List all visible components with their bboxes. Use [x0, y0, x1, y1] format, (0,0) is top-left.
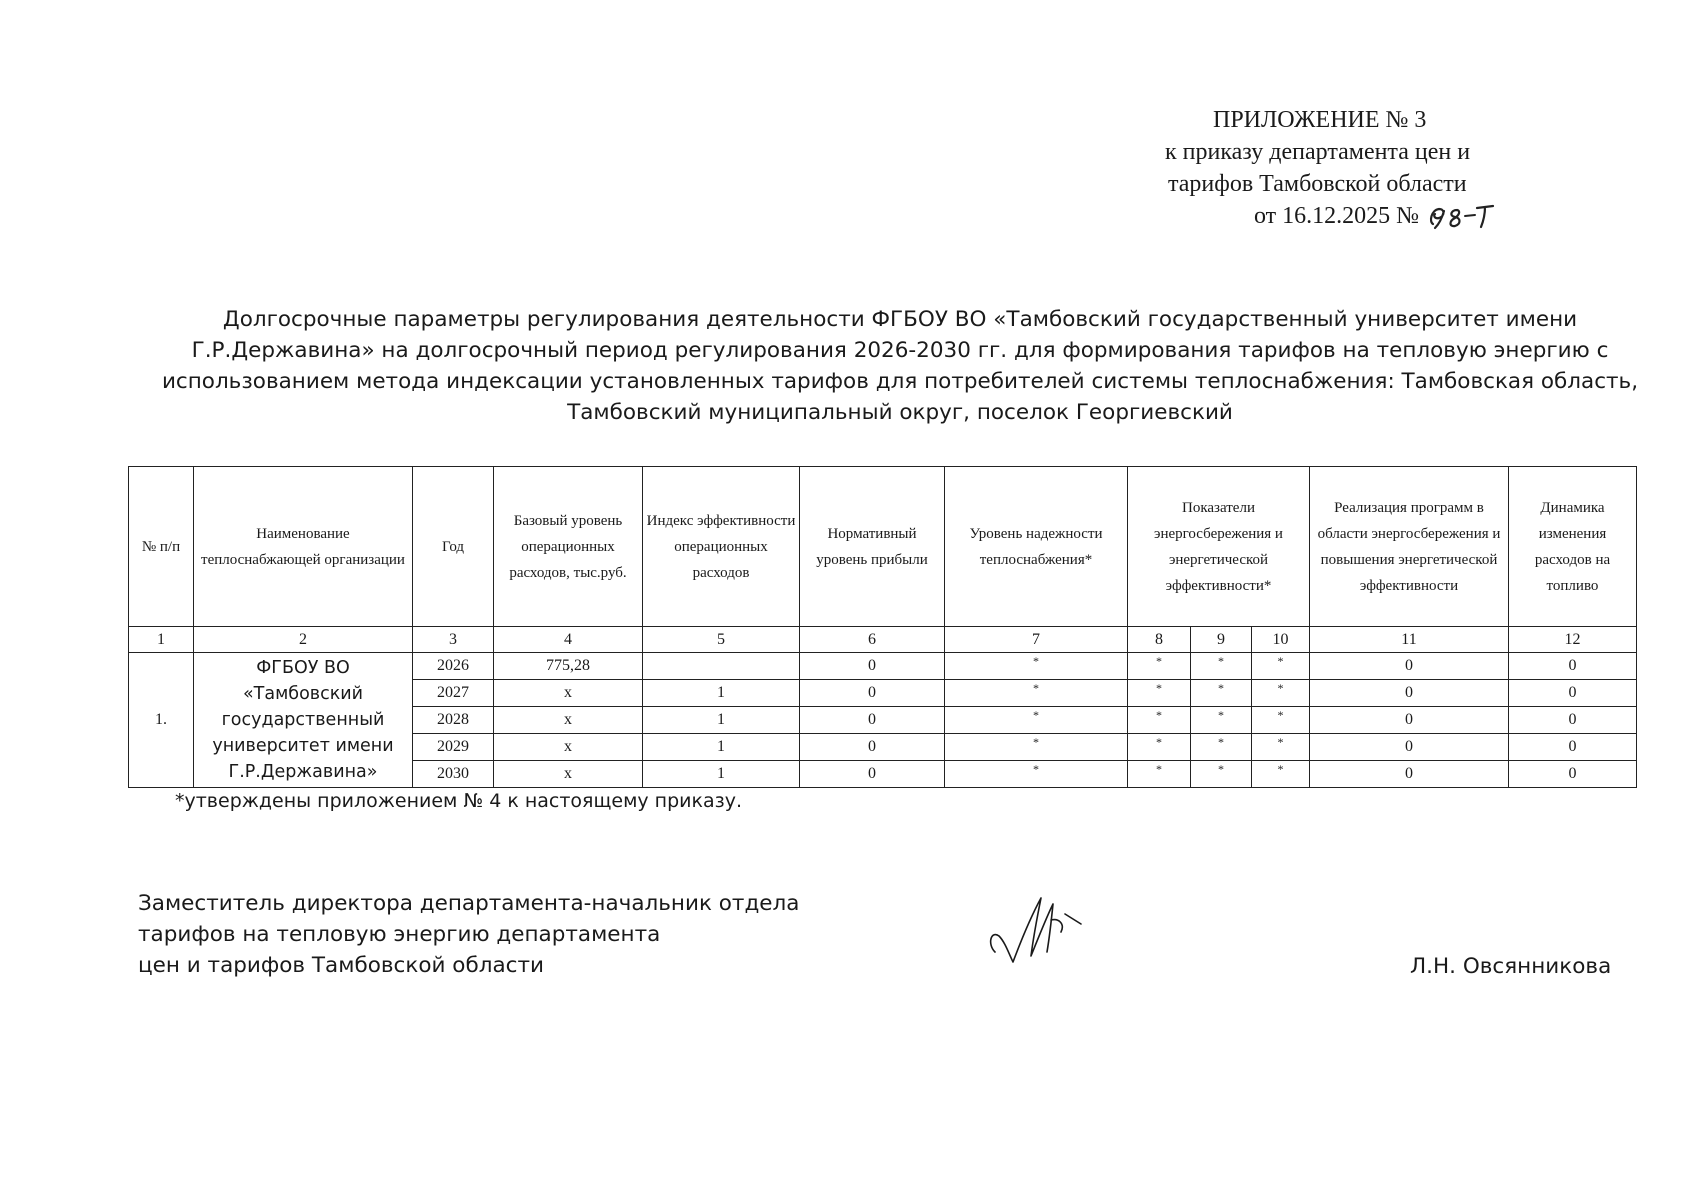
column-number: 5 [643, 627, 800, 653]
cell-year: 2030 [413, 761, 494, 788]
cell-base-opex: x [494, 761, 643, 788]
cell-energy-8: * [1128, 707, 1191, 734]
header-base-opex: Базовый уровень операционных расходов, тыс.руб. [494, 467, 643, 627]
signer-name: Л.Н. Овсянникова [1410, 954, 1612, 979]
cell-fuel-dynamics: 0 [1509, 707, 1637, 734]
column-number: 12 [1509, 627, 1637, 653]
signer-line-1: Заместитель директора департамента-начальник отдела [138, 891, 800, 916]
appendix-title: ПРИЛОЖЕНИЕ № 3 [1213, 107, 1427, 133]
header-organization: Наименование теплоснабжающей организации [194, 467, 413, 627]
appendix-line-3: тарифов Тамбовской области [1168, 171, 1467, 197]
signer-line-2: тарифов на тепловую энергию департамента [138, 922, 661, 947]
appendix-header [1100, 104, 1570, 232]
cell-energy-10: * [1252, 680, 1310, 707]
cell-fuel-dynamics: 0 [1509, 761, 1637, 788]
cell-efficiency-index: 1 [643, 761, 800, 788]
cell-reliability: * [945, 680, 1128, 707]
column-number: 11 [1310, 627, 1509, 653]
cell-programs: 0 [1310, 680, 1509, 707]
header-normative-profit: Нормативный уровень прибыли [800, 467, 945, 627]
column-number: 4 [494, 627, 643, 653]
cell-reliability: * [945, 761, 1128, 788]
cell-programs: 0 [1310, 734, 1509, 761]
cell-base-opex: x [494, 680, 643, 707]
header-efficiency-index: Индекс эффективности операционных расходов [643, 467, 800, 627]
cell-fuel-dynamics: 0 [1509, 653, 1637, 680]
footnote: *утверждены приложением № 4 к настоящему приказу. [175, 790, 743, 812]
handwritten-signature [985, 890, 1095, 970]
cell-programs: 0 [1310, 653, 1509, 680]
column-number: 9 [1191, 627, 1252, 653]
cell-energy-9: * [1191, 707, 1252, 734]
cell-base-opex: x [494, 707, 643, 734]
appendix-line-2: к приказу департамента цен и [1165, 139, 1471, 165]
table-row [129, 653, 1637, 680]
signer-line-3: цен и тарифов Тамбовской области [138, 953, 544, 978]
column-number: 8 [1128, 627, 1191, 653]
cell-energy-9: * [1191, 680, 1252, 707]
header-fuel-dynamics: Динамика изменения расходов на топливо [1509, 467, 1637, 627]
signer-position [138, 888, 799, 981]
document-title: Долгосрочные параметры регулирования деятельности ФГБОУ ВО «Тамбовский государственный университет имени Г.Р.Державина» на долгосрочный период регулирования 2026-2030 гг. для формирования тарифов на тепловую энергию с использованием метода индексации установленных тарифов для потребителей системы теплоснабжения: Тамбовская область, Тамбовский муниципальный округ, поселок Георгиевский [161, 307, 1639, 425]
cell-year: 2027 [413, 680, 494, 707]
cell-energy-9: * [1191, 734, 1252, 761]
cell-base-opex: 775,28 [494, 653, 643, 680]
column-number: 6 [800, 627, 945, 653]
cell-reliability: * [945, 707, 1128, 734]
cell-efficiency-index [643, 653, 800, 680]
appendix-order-line [1100, 200, 1570, 232]
organization-name: ФГБОУ ВО «Тамбовский государственный университет имени Г.Р.Державина» [194, 653, 413, 788]
header-programs: Реализация программ в области энергосбережения и повышения энергетической эффективности [1310, 467, 1509, 627]
column-number: 2 [194, 627, 413, 653]
cell-base-opex: x [494, 734, 643, 761]
cell-energy-10: * [1252, 761, 1310, 788]
cell-energy-8: * [1128, 761, 1191, 788]
column-number: 3 [413, 627, 494, 653]
header-num: № п/п [129, 467, 194, 627]
cell-normative-profit: 0 [800, 680, 945, 707]
column-number: 7 [945, 627, 1128, 653]
handwritten-order-number [1425, 200, 1515, 232]
parameters-table [128, 466, 1637, 788]
cell-energy-10: * [1252, 653, 1310, 680]
cell-energy-9: * [1191, 653, 1252, 680]
cell-fuel-dynamics: 0 [1509, 734, 1637, 761]
column-number: 10 [1252, 627, 1310, 653]
cell-programs: 0 [1310, 761, 1509, 788]
table-header-row [129, 467, 1637, 627]
cell-energy-8: * [1128, 734, 1191, 761]
cell-energy-9: * [1191, 761, 1252, 788]
column-number-row [129, 627, 1637, 653]
header-year: Год [413, 467, 494, 627]
column-number: 1 [129, 627, 194, 653]
cell-reliability: * [945, 653, 1128, 680]
cell-year: 2028 [413, 707, 494, 734]
row-number: 1. [129, 653, 194, 788]
cell-normative-profit: 0 [800, 734, 945, 761]
cell-efficiency-index: 1 [643, 680, 800, 707]
cell-energy-10: * [1252, 707, 1310, 734]
header-energy-efficiency: Показатели энергосбережения и энергетической эффективности* [1128, 467, 1310, 627]
cell-normative-profit: 0 [800, 707, 945, 734]
cell-reliability: * [945, 734, 1128, 761]
header-reliability: Уровень надежности теплоснабжения* [945, 467, 1128, 627]
cell-energy-8: * [1128, 680, 1191, 707]
cell-energy-8: * [1128, 653, 1191, 680]
cell-year: 2026 [413, 653, 494, 680]
cell-normative-profit: 0 [800, 761, 945, 788]
cell-fuel-dynamics: 0 [1509, 680, 1637, 707]
cell-normative-profit: 0 [800, 653, 945, 680]
cell-efficiency-index: 1 [643, 734, 800, 761]
cell-energy-10: * [1252, 734, 1310, 761]
cell-efficiency-index: 1 [643, 707, 800, 734]
order-date-prefix: от 16.12.2025 № [1254, 203, 1420, 229]
cell-programs: 0 [1310, 707, 1509, 734]
cell-year: 2029 [413, 734, 494, 761]
